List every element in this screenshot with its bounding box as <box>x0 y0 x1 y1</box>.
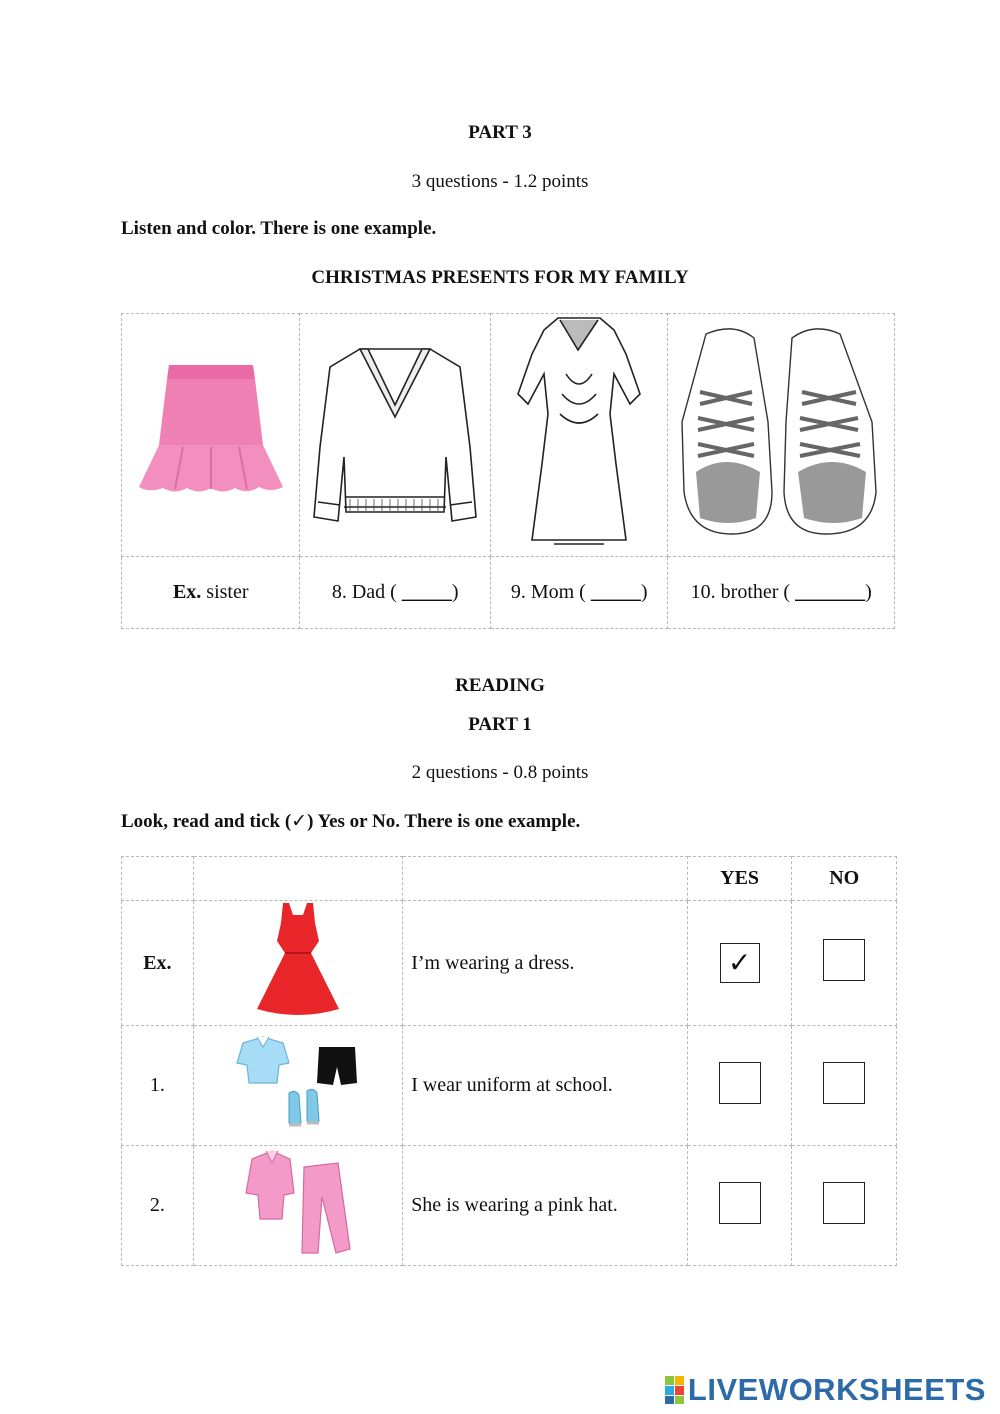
header-blank-1 <box>122 857 194 901</box>
header-blank-2 <box>193 857 402 901</box>
dress-cell <box>490 314 668 557</box>
example-label-cell <box>122 557 300 629</box>
pink-outfit-image <box>238 1149 358 1257</box>
part3-instruction: Listen and color. There is one example. <box>121 218 437 239</box>
sweater-cell <box>300 314 490 557</box>
row-2-no-cell <box>792 1146 897 1266</box>
q8-cell <box>300 557 490 629</box>
row-2-image-cell <box>193 1146 402 1266</box>
reading-section-title: READING <box>455 675 545 696</box>
row-2-yes-cell <box>687 1146 792 1266</box>
sweater-image <box>310 327 480 537</box>
liveworksheets-logo-icon <box>665 1376 685 1404</box>
row-1-no-cell <box>792 1026 897 1146</box>
instruction-after: ) Yes or No. There is one example. <box>307 811 581 832</box>
q9-close: ) <box>640 581 648 603</box>
presents-table <box>121 313 895 629</box>
liveworksheets-brand: LIVEWORKSHEETS <box>687 1372 986 1407</box>
row-ex-no-checkbox[interactable] <box>823 939 865 981</box>
row-ex-yes-checkbox[interactable]: ✓ <box>720 943 760 983</box>
row-ex-yes-cell <box>687 901 792 1026</box>
row-ex-no-cell <box>792 901 897 1026</box>
q10-text: 10. brother ( <box>690 581 796 603</box>
yes-no-table <box>121 856 897 1266</box>
instruction-before: Look, read and tick ( <box>121 811 292 832</box>
header-blank-3 <box>403 857 688 901</box>
example-word: sister <box>201 581 249 603</box>
row-2-label: 2. <box>122 1146 194 1266</box>
row-2-yes-checkbox[interactable] <box>719 1182 761 1224</box>
header-no: NO <box>792 857 897 901</box>
header-yes: YES <box>687 857 792 901</box>
q9-blank[interactable]: _____ <box>590 581 641 603</box>
q10-cell <box>668 557 895 629</box>
q8-blank[interactable]: _____ <box>401 581 452 603</box>
q10-close: ) <box>865 581 872 603</box>
row-1-sentence: I wear uniform at school. <box>403 1026 688 1146</box>
part3-subheading: 3 questions - 1.2 points <box>411 171 589 192</box>
q9-text: 9. Mom ( <box>510 581 591 603</box>
sneakers-image <box>676 322 886 542</box>
dress-outline-image <box>514 314 644 550</box>
row-1-yes-cell <box>687 1026 792 1146</box>
pink-skirt-image <box>131 357 291 507</box>
red-dress-image <box>253 901 343 1019</box>
row-1-image-cell <box>193 1026 402 1146</box>
reading-instruction <box>121 810 580 833</box>
row-ex-image-cell <box>193 901 402 1026</box>
row-2-no-checkbox[interactable] <box>823 1182 865 1224</box>
row-1-label: 1. <box>122 1026 194 1146</box>
q8-text: 8. Dad ( <box>331 581 402 603</box>
tick-symbol: ✓ <box>291 810 308 832</box>
row-1-yes-checkbox[interactable] <box>719 1062 761 1104</box>
row-ex-sentence: I’m wearing a dress. <box>403 901 688 1026</box>
part3-heading: PART 3 <box>468 122 532 143</box>
part3-title: CHRISTMAS PRESENTS FOR MY FAMILY <box>311 267 689 288</box>
q9-cell <box>490 557 668 629</box>
uniform-set-image <box>233 1033 363 1133</box>
q8-close: ) <box>451 581 459 603</box>
reading-subheading: 2 questions - 0.8 points <box>411 762 589 783</box>
q10-blank[interactable]: _______ <box>795 581 866 603</box>
row-ex-label: Ex. <box>122 901 194 1026</box>
liveworksheets-logo[interactable] <box>665 1372 986 1408</box>
row-2-sentence: She is wearing a pink hat. <box>403 1146 688 1266</box>
skirt-cell <box>122 314 300 557</box>
row-1-no-checkbox[interactable] <box>823 1062 865 1104</box>
example-prefix: Ex. <box>172 581 202 603</box>
sneakers-cell <box>668 314 895 557</box>
reading-part1-heading: PART 1 <box>468 714 532 735</box>
